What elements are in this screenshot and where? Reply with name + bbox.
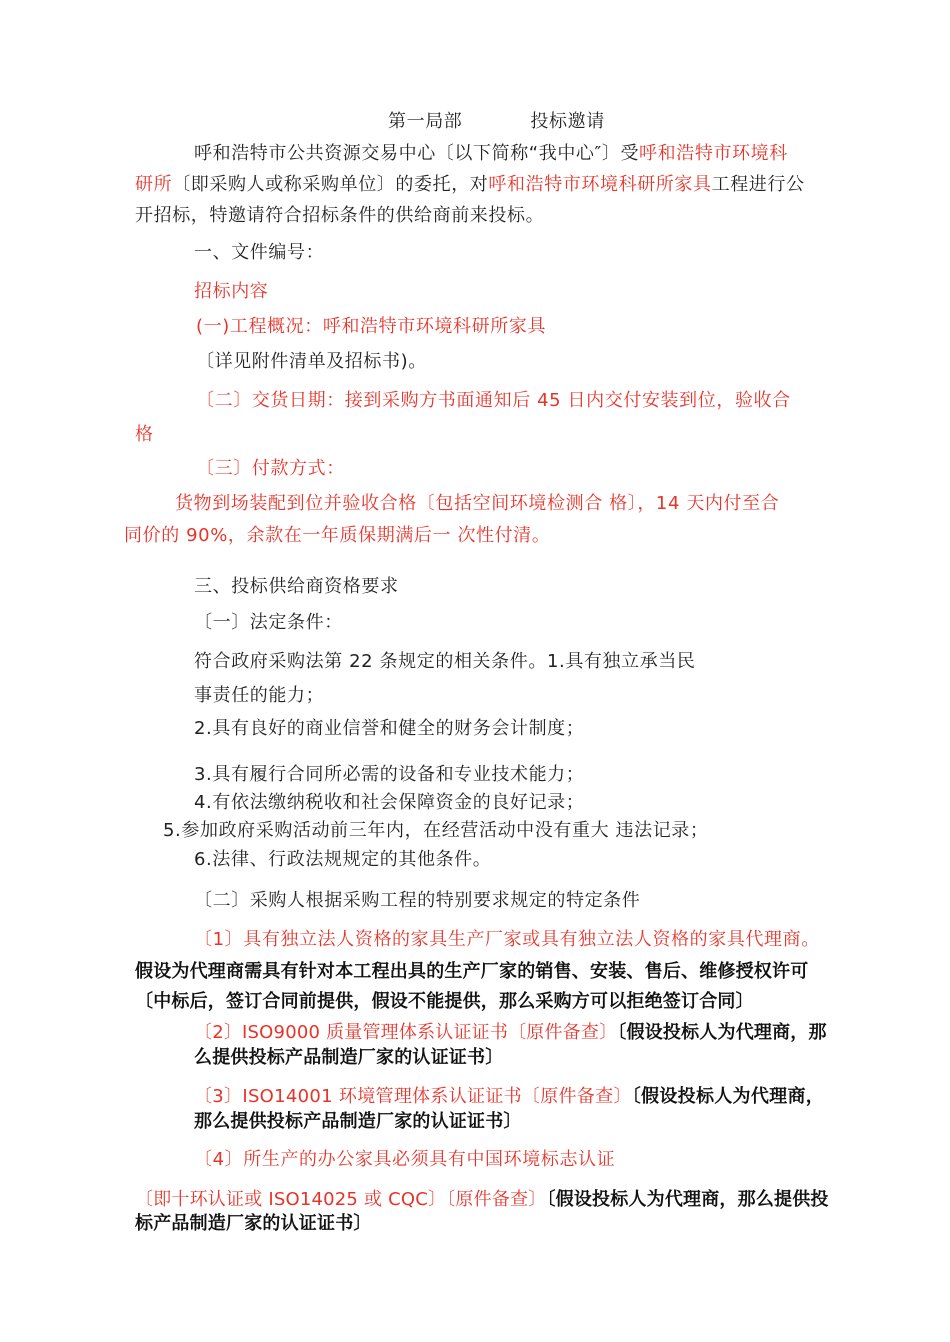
legal-line-2: 事责任的能力； <box>194 685 325 706</box>
special-cond-4-line-3: 标产品制造厂家的认证证书〕 <box>135 1213 372 1234</box>
intro-highlight: 呼和浩特市环境科 <box>639 143 788 164</box>
legal-line-1: 符合政府采购法第 22 条规定的相关条件。1.具有独立承当民 <box>194 651 696 672</box>
title-name: 投标邀请 <box>530 111 605 132</box>
title-part: 第一局部 <box>388 111 463 132</box>
special-cond-4: 〔4〕所生产的办公家具必须具有中国环境标志认证 <box>194 1149 616 1170</box>
intro-line-1 <box>194 142 788 166</box>
legal-item-3: 3.具有履行合同所必需的设备和专业技术能力； <box>194 764 585 785</box>
legal-item-4: 4.有依法缴纳税收和社会保障资金的良好记录； <box>194 792 585 813</box>
payment-line-1: 货物到场装配到位并验收合格〔包括空间环境检测合 格〕，14 天内付至合 <box>175 493 780 514</box>
intro-highlight: 研所 <box>135 174 173 195</box>
intro-text: 呼和浩特市公共资源交易中心〔以下简称“我中心″〕受 <box>194 143 640 164</box>
intro-line-2 <box>135 173 805 197</box>
tender-content: 招标内容 <box>194 281 269 302</box>
payment-heading: 〔三〕付款方式： <box>196 458 345 479</box>
cond-3-note: 〔假设投标人为代理商， <box>631 1086 825 1107</box>
cond-3-text: 〔3〕ISO14001 环境管理体系认证证书〔原件备查〕 <box>194 1086 632 1107</box>
legal-item-2: 2.具有良好的商业信誉和健全的财务会计制度； <box>194 718 585 739</box>
delivery-line-1: 〔二〕交货日期：接到采购方书面通知后 45 日内交付安装到位，验收合 <box>196 390 791 411</box>
legal-item-6: 6.法律、行政法规规定的其他条件。 <box>194 849 492 870</box>
page-title <box>388 110 605 134</box>
cond-4-text: 〔即十环认证或 ISO14025 或 CQC〕〔原件备查〕 <box>135 1189 547 1210</box>
see-attachment: 〔详见附件清单及招标书)。 <box>196 351 427 372</box>
cond-4-note: 〔假设投标人为代理商，那么提供投 <box>546 1189 829 1210</box>
special-cond-2-line-2: 么提供投标产品制造厂家的认证证书〕 <box>194 1047 504 1068</box>
special-cond-2-line-1 <box>194 1021 827 1045</box>
legal-heading: 〔一〕法定条件： <box>194 612 343 633</box>
special-cond-3-line-2: 那么提供投标产品制造厂家的认证证书〕 <box>194 1111 522 1132</box>
project-overview: (一)工程概况：呼和浩特市环境科研所家具 <box>196 316 547 337</box>
intro-highlight: 呼和浩特市环境科研所家具 <box>488 174 712 195</box>
section-1-heading: 一、文件编号： <box>194 242 325 263</box>
cond-2-text: 〔2〕ISO9000 质量管理体系认证证书〔原件备查〕 <box>194 1022 618 1043</box>
section-3-heading: 三、投标供给商资格要求 <box>194 576 399 597</box>
legal-item-5: 5.参加政府采购活动前三年内，在经营活动中没有重大 违法记录； <box>163 820 709 841</box>
cond-2-note: 〔假设投标人为代理商，那 <box>617 1022 827 1043</box>
intro-line-3: 开招标，特邀请符合招标条件的供给商前来投标。 <box>135 205 545 226</box>
special-heading: 〔二〕采购人根据采购工程的特别要求规定的特定条件 <box>194 890 641 911</box>
special-cond-1: 〔1〕具有独立法人资格的家具生产厂家或具有独立法人资格的家具代理商。 <box>194 929 820 950</box>
intro-text: 〔即采购人或称采购单位〕的委托，对 <box>172 174 489 195</box>
intro-text: 工程进行公 <box>711 174 805 195</box>
special-cond-1-note-2: 〔中标后，签订合同前提供，假设不能提供，那么采购方可以拒绝签订合同〕 <box>135 991 754 1012</box>
special-cond-3-line-1 <box>194 1085 824 1109</box>
payment-line-2: 同价的 90%，余款在一年质保期满后一 次性付清。 <box>124 525 551 546</box>
special-cond-1-note-1: 假设为代理商需具有针对本工程出具的生产厂家的销售、安装、售后、维修授权许可 <box>135 961 809 982</box>
delivery-line-2: 格 <box>135 424 154 445</box>
special-cond-4-line-2 <box>135 1188 829 1212</box>
